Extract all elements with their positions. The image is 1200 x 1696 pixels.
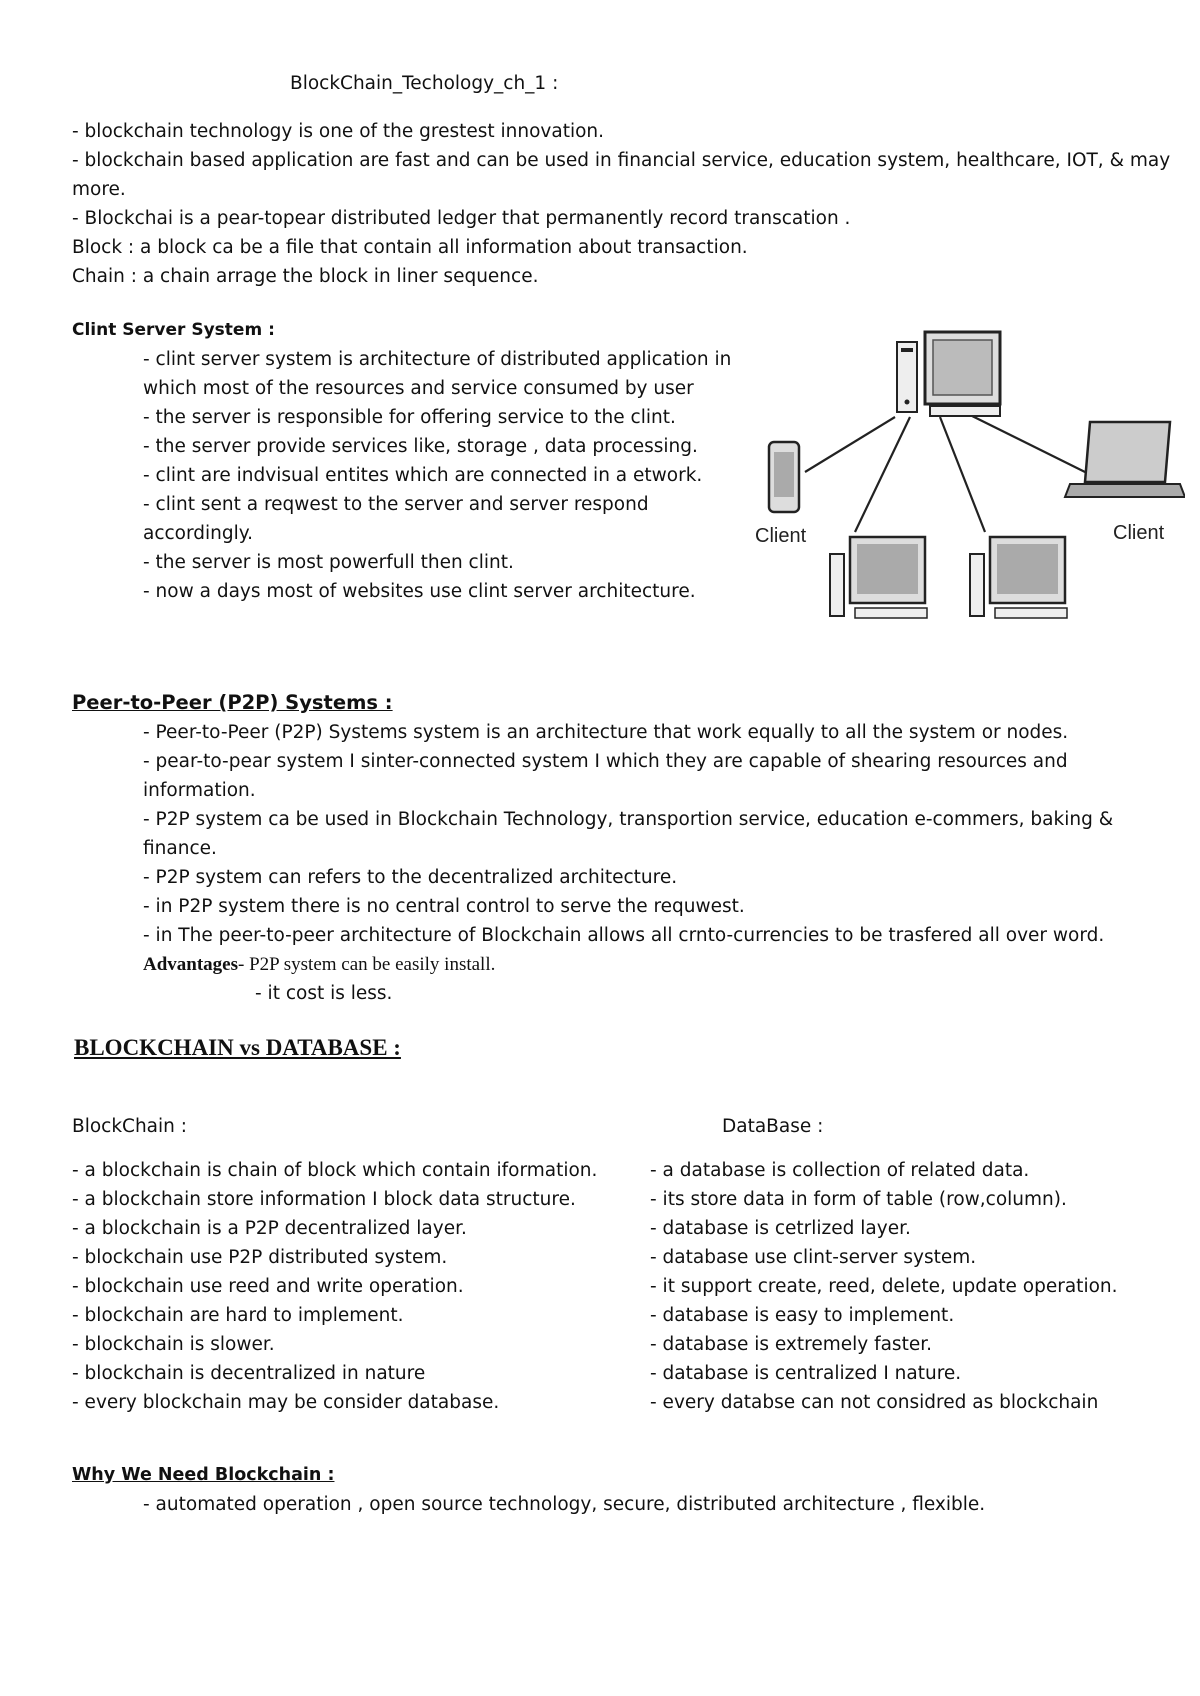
advantages-first: - P2P system can be easily install. [238,954,496,975]
intro-line: - Blockchai is a pear-topear distributed ledger that permanently record transcation . [72,208,851,229]
list-item: - the server is most powerfull then clint. [143,552,514,573]
list-item: - database is centralized I nature. [650,1363,962,1384]
list-item: - blockchain is decentralized in nature [72,1363,426,1384]
laptop-client-icon [1065,422,1185,497]
section-heading: Peer-to-Peer (P2P) Systems : [72,691,393,714]
list-item: - clint are indvisual entites which are connected in a etwork. [143,465,703,486]
advantages-label: Advantages [143,954,239,975]
list-item: - clint server system is architecture of distributed application in [143,349,732,370]
desktop-client-icon [830,537,927,618]
blockchain-column-title: BlockChain : [72,1116,187,1137]
phone-client-icon [769,442,799,512]
list-item: - the server provide services like, storage , data processing. [143,436,698,457]
list-item: - a blockchain store information I block data structure. [72,1189,576,1210]
list-item: - database is extremely faster. [650,1334,932,1355]
list-item: accordingly. [143,523,253,544]
section-heading: BLOCKCHAIN vs DATABASE : [74,1035,401,1060]
client-server-diagram [745,322,1185,640]
list-item: - blockchain use reed and write operation. [72,1276,464,1297]
list-item: - its store data in form of table (row,column). [650,1189,1067,1210]
list-item: - database is cetrlized layer. [650,1218,911,1239]
list-item: - Peer-to-Peer (P2P) Systems system is an architecture that work equally to all the system or nodes. [143,722,1069,743]
list-item: - pear-to-pear system I sinter-connected system I which they are capable of shearing resources and [143,751,1068,772]
intro-line: - blockchain technology is one of the grestest innovation. [72,121,605,142]
advantages-second: - it cost is less. [255,983,393,1004]
chain-definition: Chain : a chain arrage the block in liner sequence. [72,266,539,287]
list-item: - a database is collection of related data. [650,1160,1030,1181]
section-heading: Clint Server System : [72,320,275,340]
list-item: - clint sent a reqwest to the server and server respond [143,494,649,515]
list-item: - it support create, reed, delete, update operation. [650,1276,1118,1297]
list-item: which most of the resources and service consumed by user [143,378,694,399]
list-item: finance. [143,838,217,859]
desktop-client-icon [970,537,1067,618]
list-item: - blockchain use P2P distributed system. [72,1247,448,1268]
server-monitor-icon [925,332,1000,416]
block-definition: Block : a block ca be a file that contain all information about transaction. [72,237,748,258]
list-item: - blockchain is slower. [72,1334,275,1355]
list-item: - the server is responsible for offering service to the clint. [143,407,676,428]
list-item: - P2P system ca be used in Blockchain Technology, transportion service, education e-commers, baking & [143,809,1114,830]
client-right-label: Client [1113,522,1165,544]
list-item: - now a days most of websites use clint server architecture. [143,581,696,602]
section-heading: Why We Need Blockchain : [72,1465,335,1485]
list-item: - database use clint-server system. [650,1247,977,1268]
list-item: - every databse can not considred as blockchain [650,1392,1099,1413]
list-item: - a blockchain is a P2P decentralized layer. [72,1218,467,1239]
list-item: - blockchain are hard to implement. [72,1305,404,1326]
advantages-line [143,950,495,979]
database-column-title: DataBase : [722,1116,824,1137]
list-item: information. [143,780,256,801]
list-item: - P2P system can refers to the decentralized architecture. [143,867,678,888]
list-item: - in The peer-to-peer architecture of Blockchain allows all crnto-currencies to be trasfered all over word. [143,925,1105,946]
intro-line: more. [72,179,126,200]
list-item: - in P2P system there is no central control to serve the requwest. [143,896,745,917]
list-item: - automated operation , open source technology, secure, distributed architecture , flexible. [143,1494,986,1515]
list-item: - database is easy to implement. [650,1305,955,1326]
document-title: BlockChain_Techology_ch_1 : [290,73,559,94]
server-tower-icon [897,342,917,412]
client-left-label: Client [755,525,807,547]
list-item: - a blockchain is chain of block which contain iformation. [72,1160,598,1181]
list-item: - every blockchain may be consider database. [72,1392,500,1413]
connection-lines [805,410,1085,532]
intro-line: - blockchain based application are fast and can be used in financial service, education system, healthcare, IOT, & may [72,150,1171,171]
